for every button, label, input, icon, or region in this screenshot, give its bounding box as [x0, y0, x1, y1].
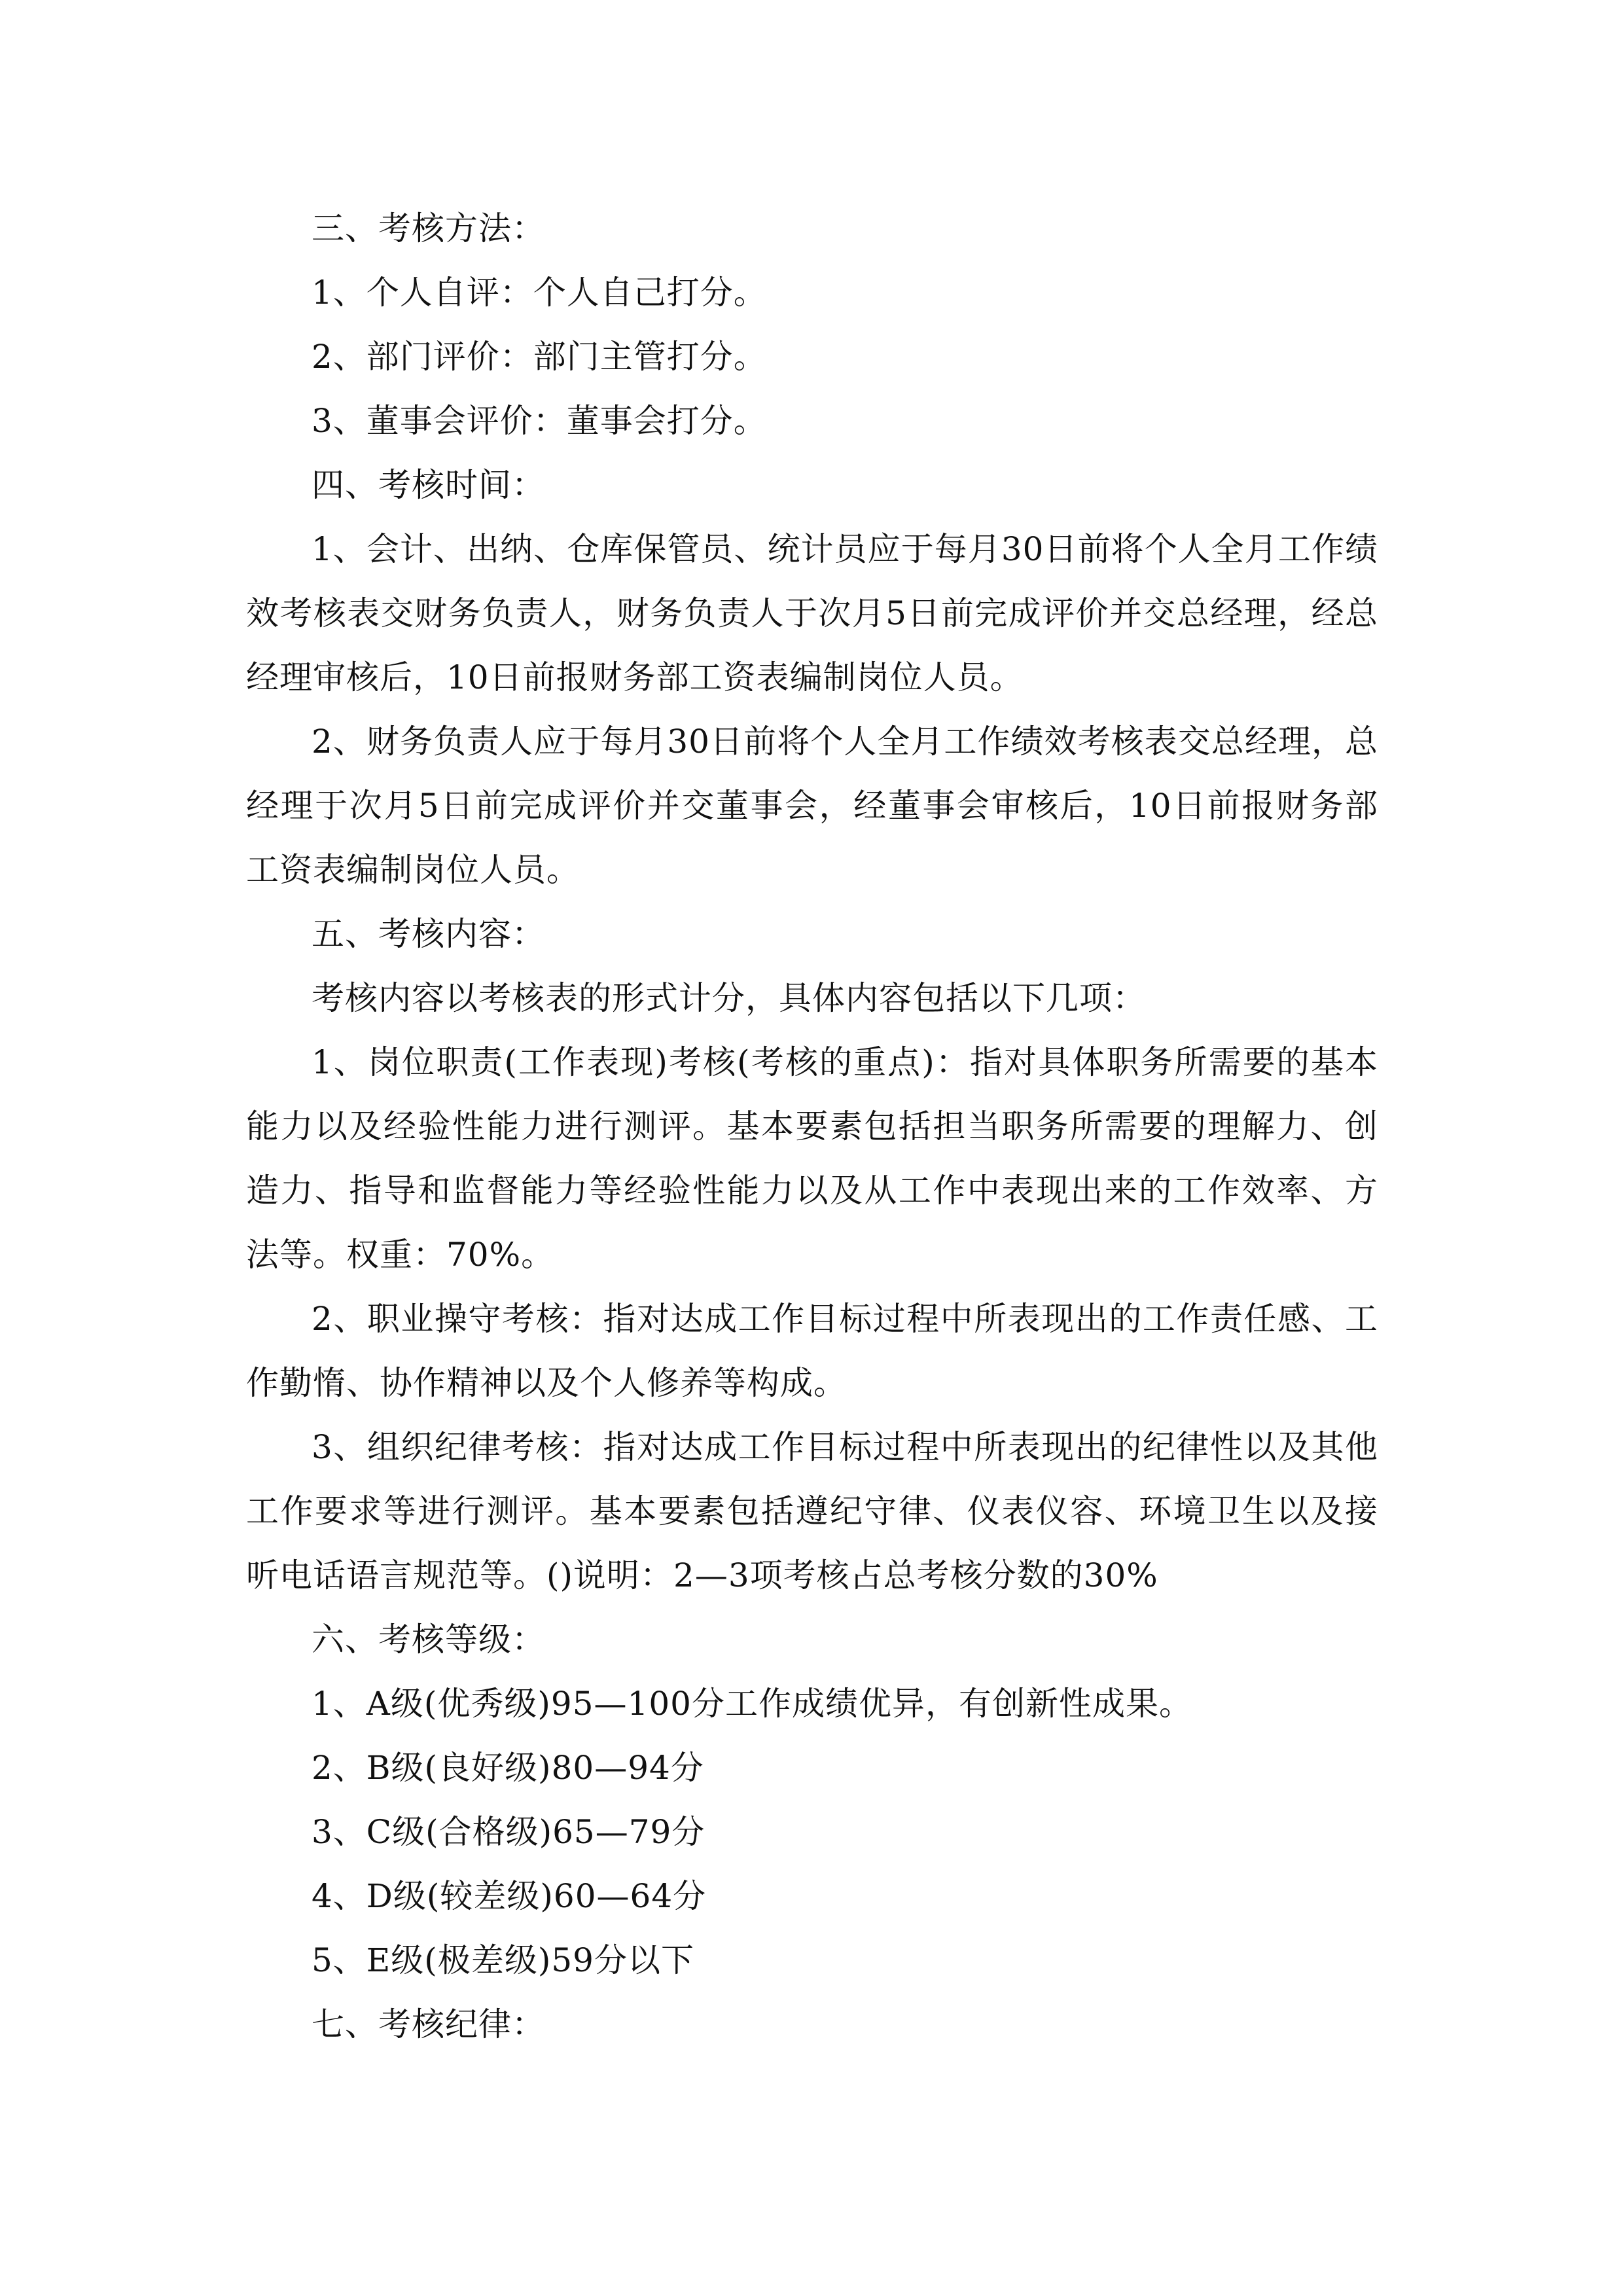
- list-item: 2、B级(良好级)80—94分: [312, 1749, 704, 1787]
- list-item: 2、财务负责人应于每月30日前将个人全月工作绩效考核表交总经理，总经理于次月5日前完成评价并交董事会，经董事会审核后，10日前报财务部工资表编制岗位人员。: [246, 723, 1378, 889]
- list-item: 3、组织纪律考核：指对达成工作目标过程中所表现出的纪律性以及其他工作要求等进行测评。基本要素包括遵纪守律、仪表仪容、环境卫生以及接听电话语言规范等。()说明：2—3项考核占总考核分数的30%: [246, 1428, 1378, 1594]
- list-item: 1、岗位职责(工作表现)考核(考核的重点)：指对具体职务所需要的基本能力以及经验性能力进行测评。基本要素包括担当职务所需要的理解力、创造力、指导和监督能力等经验性能力以及从工作中表现出来的工作效率、方法等。权重：70%。: [246, 1043, 1378, 1274]
- heading-assessment-discipline: 七、考核纪律：: [312, 2005, 545, 2043]
- list-item: 4、D级(较差级)60—64分: [312, 1877, 707, 1915]
- list-item: 3、董事会评价：董事会打分。: [312, 402, 767, 440]
- list-item: 3、C级(合格级)65—79分: [312, 1813, 705, 1851]
- document-body: [246, 196, 1378, 2056]
- heading-assessment-method: 三、考核方法：: [312, 209, 545, 247]
- list-item: 1、A级(优秀级)95—100分工作成绩优异，有创新性成果。: [312, 1685, 1192, 1723]
- list-item: 1、个人自评：个人自己打分。: [312, 274, 767, 312]
- list-item: 1、会计、出纳、仓库保管员、统计员应于每月30日前将个人全月工作绩效考核表交财务负责人，财务负责人于次月5日前完成评价并交总经理，经总经理审核后，10日前报财务部工资表编制岗位人员。: [246, 530, 1378, 696]
- intro-paragraph: 考核内容以考核表的形式计分，具体内容包括以下几项：: [312, 979, 1146, 1017]
- heading-assessment-content: 五、考核内容：: [312, 915, 545, 953]
- list-item: 2、部门评价：部门主管打分。: [312, 338, 767, 376]
- heading-assessment-time: 四、考核时间：: [312, 466, 545, 504]
- list-item: 2、职业操守考核：指对达成工作目标过程中所表现出的工作责任感、工作勤惰、协作精神以及个人修养等构成。: [246, 1300, 1378, 1402]
- list-item: 5、E级(极差级)59分以下: [312, 1941, 694, 1979]
- heading-assessment-grades: 六、考核等级：: [312, 1621, 545, 1659]
